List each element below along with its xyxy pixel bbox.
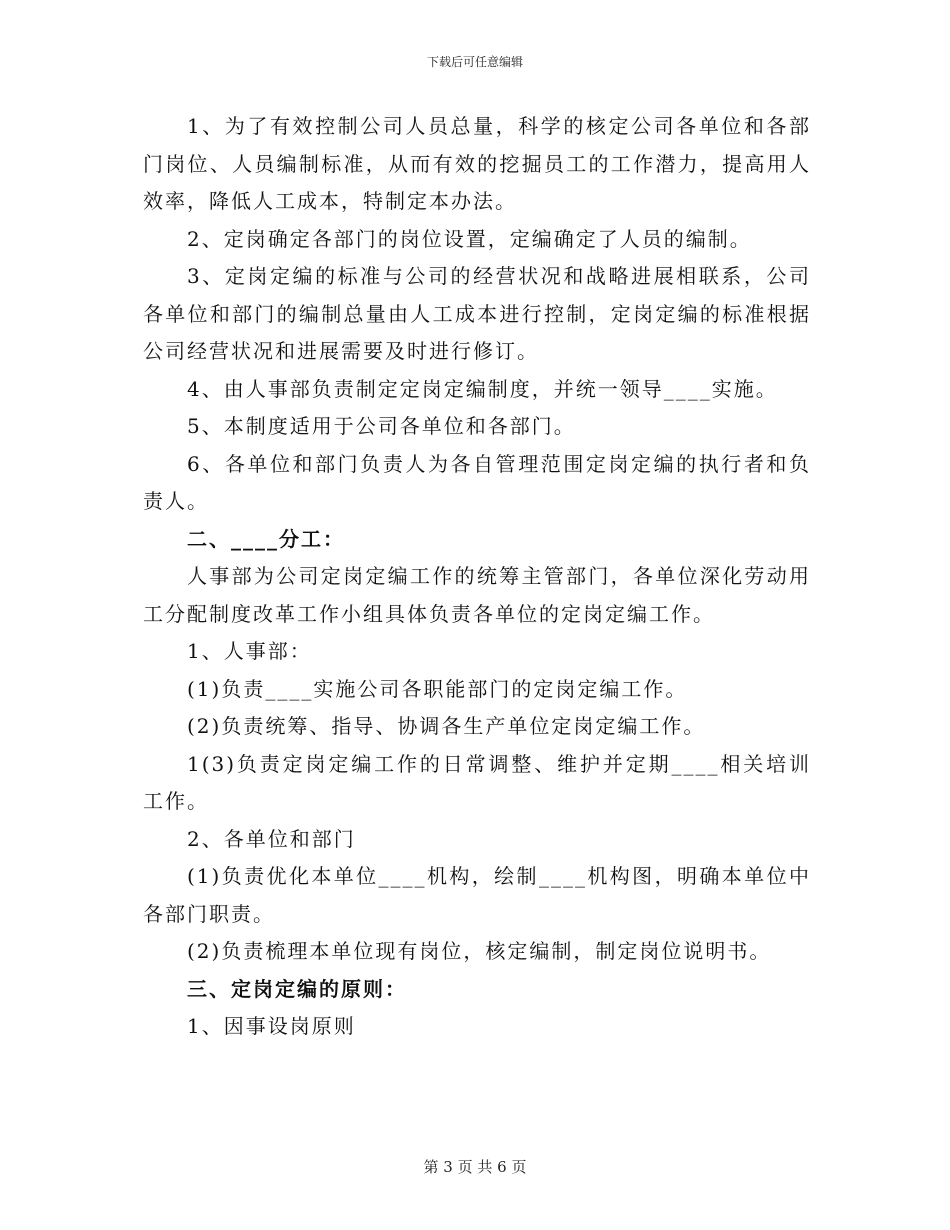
paragraph-5: 5、本制度适用于公司各单位和各部门。: [187, 414, 576, 438]
subheading-hr-dept: 1、人事部：: [187, 639, 312, 663]
paragraph-2: 2、定岗确定各部门的岗位设置，定编确定了人员的编制。: [187, 226, 752, 251]
paragraph-6: 6、各单位和部门负责人为各自管理范围定岗定编的执行者和负责人。: [143, 451, 811, 513]
list-item-units-2: (2)负责梳理本单位现有岗位，核定编制，制定岗位说明书。: [187, 939, 772, 963]
paragraph-1: 1、为了有效控制公司人员总量，科学的核定公司各单位和各部门岗位、人员编制标准，从而有效的挖掘员工的工作潜力，提高用人效率，降低人工成本，特制定本办法。: [143, 114, 811, 213]
list-item-hr-2: (2)负责统筹、指导、协调各生产单位定岗定编工作。: [187, 714, 706, 738]
paragraph-4: 4、由人事部负责制定定岗定编制度，并统一领导____实施。: [187, 376, 778, 401]
subheading-units: 2、各单位和部门: [187, 826, 356, 851]
page-header-note: 下载后可任意编辑: [426, 55, 523, 69]
paragraph-hr-overview: 人事部为公司定岗定编工作的统筹主管部门，各单位深化劳动用工分配制度改革工作小组具体负责各单位的定岗定编工作。: [143, 564, 811, 626]
section-heading-2: 二、____分工：: [187, 526, 345, 551]
list-item-hr-1: (1)负责____实施公司各职能部门的定岗定编工作。: [187, 676, 688, 701]
list-item-hr-3: 1(3)负责定岗定编工作的日常调整、维护并定期____相关培训工作。: [143, 751, 811, 813]
paragraph-principle-1: 1、因事设岗原则: [187, 1014, 356, 1038]
list-item-units-1: (1)负责优化本单位____机构，绘制____机构图，明确本单位中各部门职责。: [143, 864, 811, 926]
section-heading-3: 三、定岗定编的原则：: [187, 976, 407, 1001]
document-body: [143, 108, 811, 1046]
paragraph-3: 3、定岗定编的标准与公司的经营状况和战略进展相联系，公司各单位和部门的编制总量由人工成本进行控制，定岗定编的标准根据公司经营状况和进展需要及时进行修订。: [143, 264, 811, 363]
page-number: 第 3 页 共 6 页: [423, 1158, 527, 1176]
